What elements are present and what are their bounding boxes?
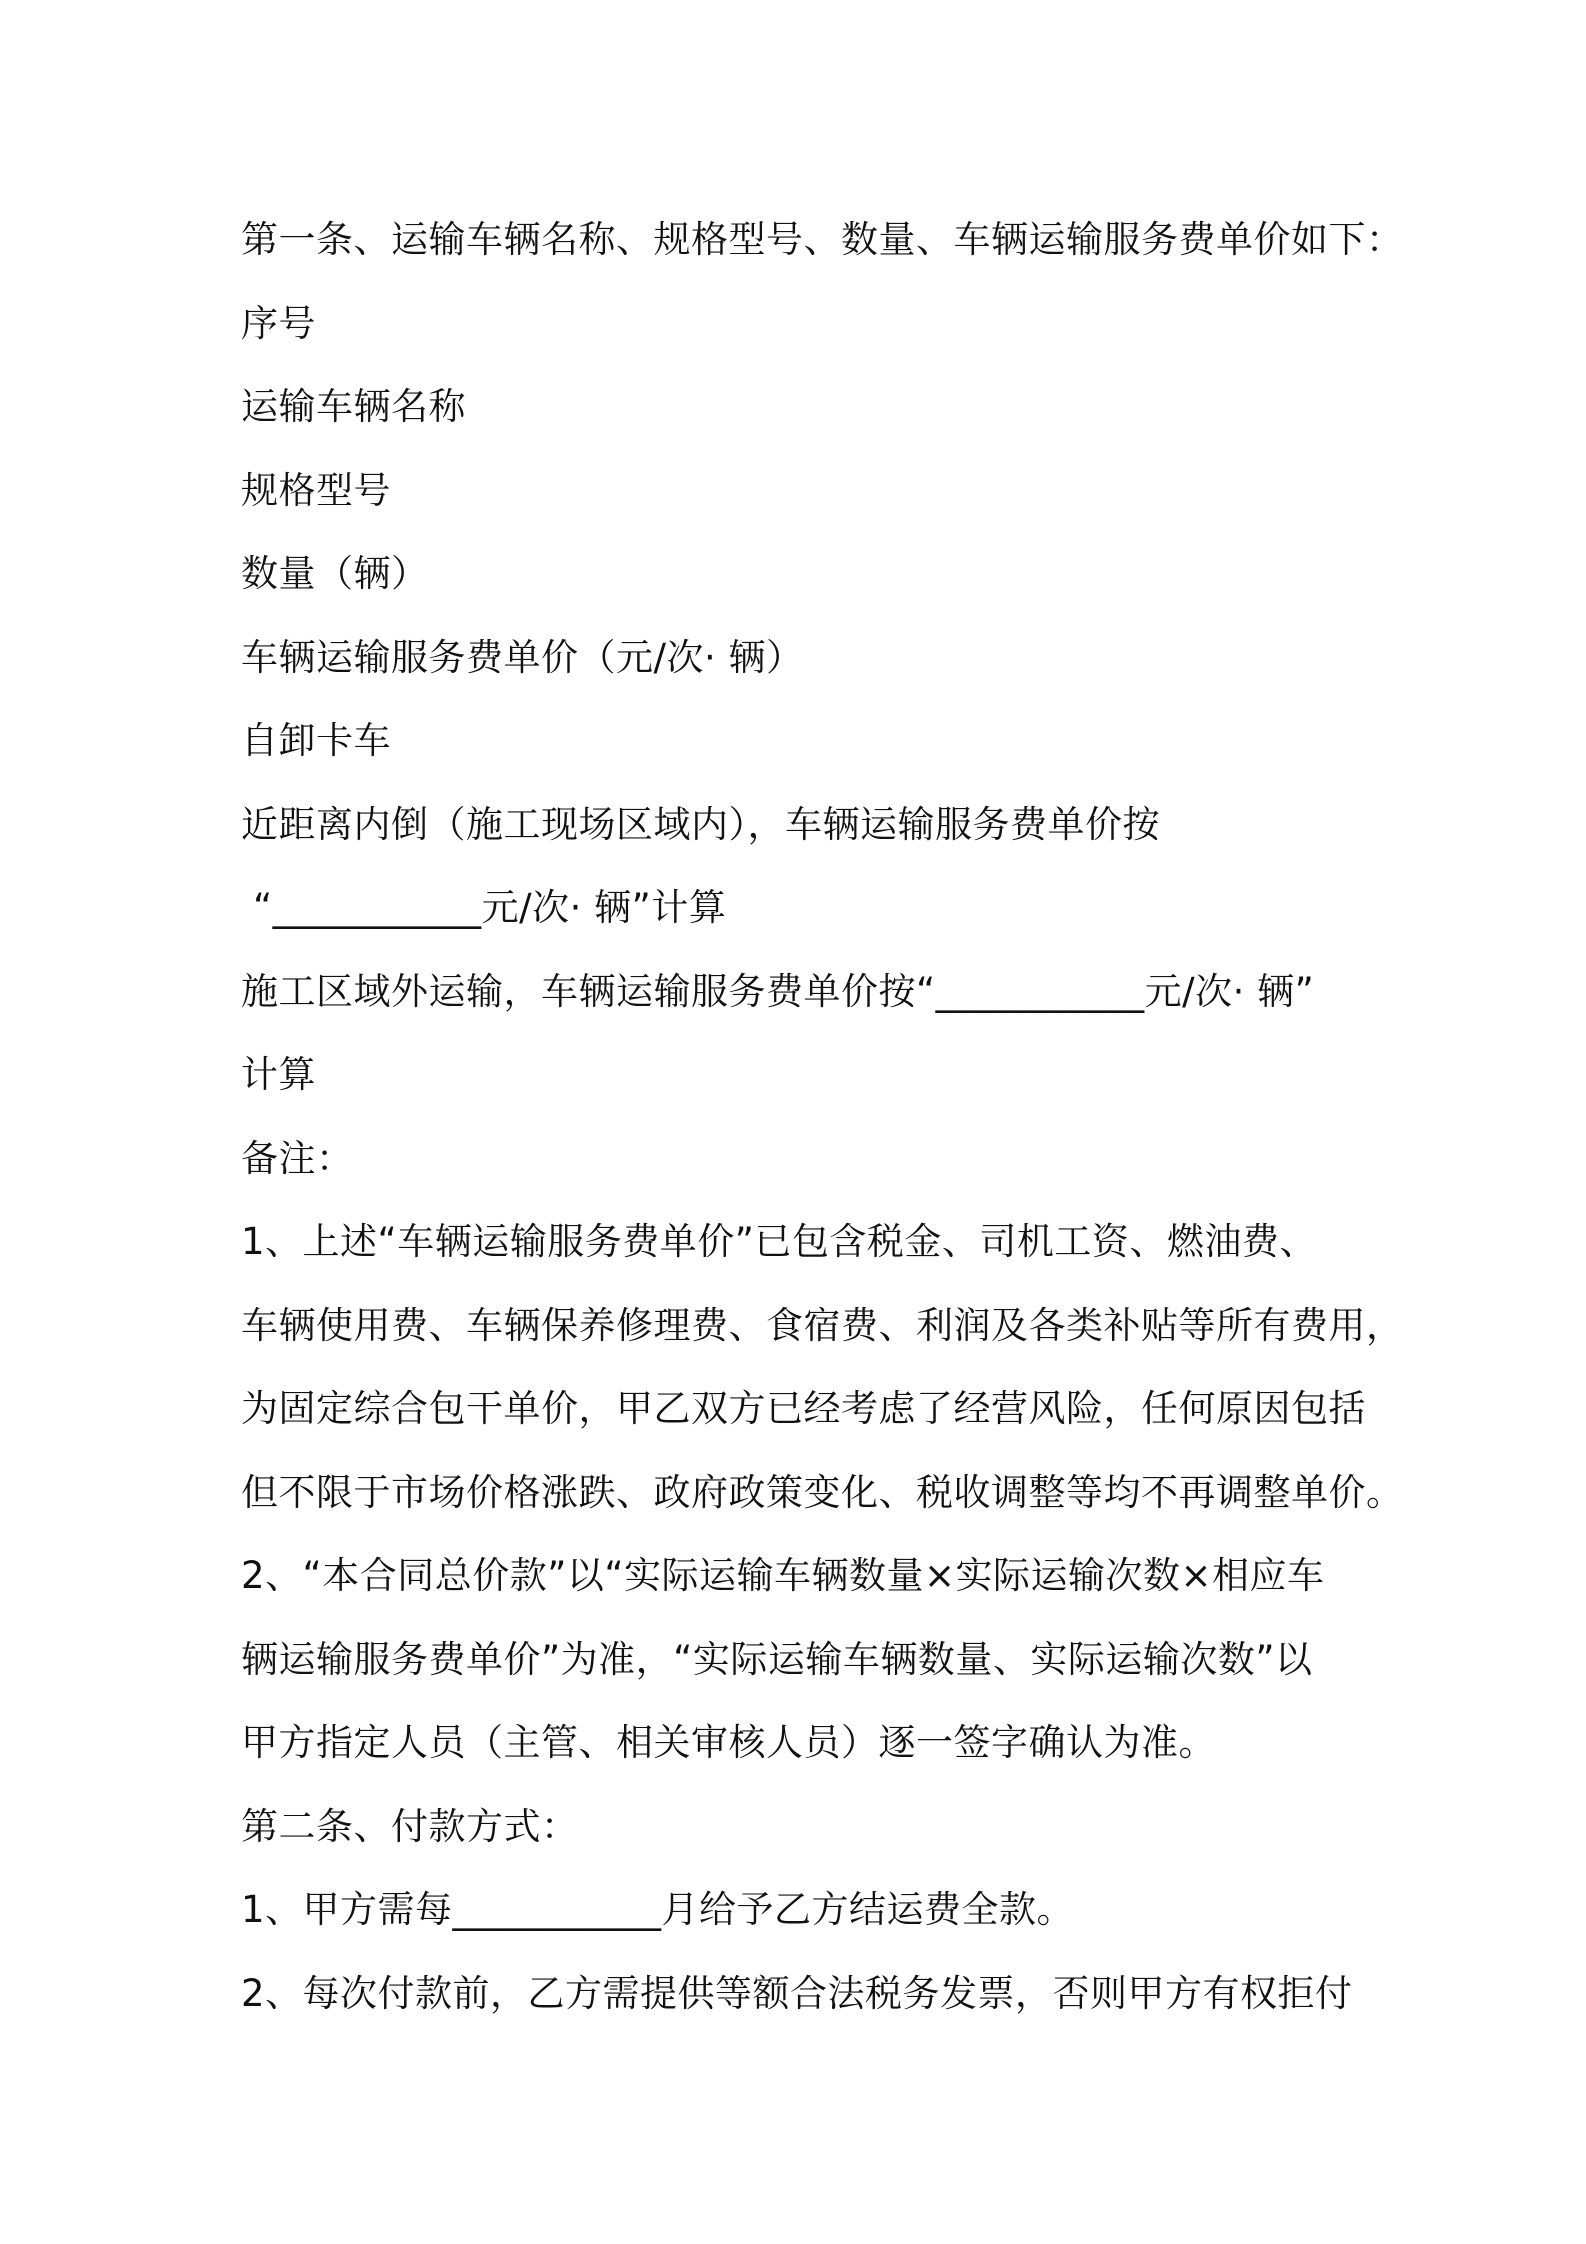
article-1-heading: 第一条、运输车辆名称、规格型号、数量、车辆运输服务费单价如下： xyxy=(241,218,1404,261)
table-header-unit-price: 车辆运输服务费单价（元/次· 辆） xyxy=(241,635,804,679)
remark-1-line-4: 但不限于市场价格涨跌、政府政策变化、税收调整等均不再调整单价。 xyxy=(241,1470,1404,1514)
remarks-heading: 备注： xyxy=(241,1136,354,1180)
price-clause-outside: 施工区域外运输，车辆运输服务费单价按“___________元/次· 辆” xyxy=(241,969,1315,1013)
remark-2-line-1: 2、“本合同总价款”以“实际运输车辆数量×实际运输次数×相应车 xyxy=(241,1554,1325,1597)
table-header-quantity: 数量（辆） xyxy=(241,552,429,595)
table-cell-vehicle-type: 自卸卡车 xyxy=(241,719,391,762)
remark-1-line-1: 1、上述“车辆运输服务费单价”已包含税金、司机工资、燃油费、 xyxy=(241,1220,1317,1263)
document-body xyxy=(241,198,1404,2035)
article-2-heading: 第二条、付款方式： xyxy=(241,1804,579,1848)
payment-clause-2: 2、每次付款前，乙方需提供等额合法税务发票，否则甲方有权拒付 xyxy=(241,1971,1353,2015)
table-header-spec-model: 规格型号 xyxy=(241,468,391,512)
remark-1-line-2: 车辆使用费、车辆保养修理费、食宿费、利润及各类补贴等所有费用， xyxy=(241,1303,1404,1347)
remark-2-line-2: 辆运输服务费单价”为准，“实际运输车辆数量、实际运输次数”以 xyxy=(241,1637,1313,1681)
price-clause-outside-end: 计算 xyxy=(241,1053,316,1096)
table-header-serial: 序号 xyxy=(241,301,316,345)
payment-clause-1: 1、甲方需每___________月给予乙方结运费全款。 xyxy=(241,1888,1075,1931)
table-header-vehicle-name: 运输车辆名称 xyxy=(241,385,466,428)
price-clause-near-blank: “___________元/次· 辆”计算 xyxy=(253,886,727,929)
remark-2-line-3: 甲方指定人员（主管、相关审核人员）逐一签字确认为准。 xyxy=(241,1721,1216,1764)
remark-1-line-3: 为固定综合包干单价，甲乙双方已经考虑了经营风险，任何原因包括 xyxy=(241,1387,1366,1430)
price-clause-near: 近距离内倒（施工现场区域内），车辆运输服务费单价按 xyxy=(241,802,1160,846)
